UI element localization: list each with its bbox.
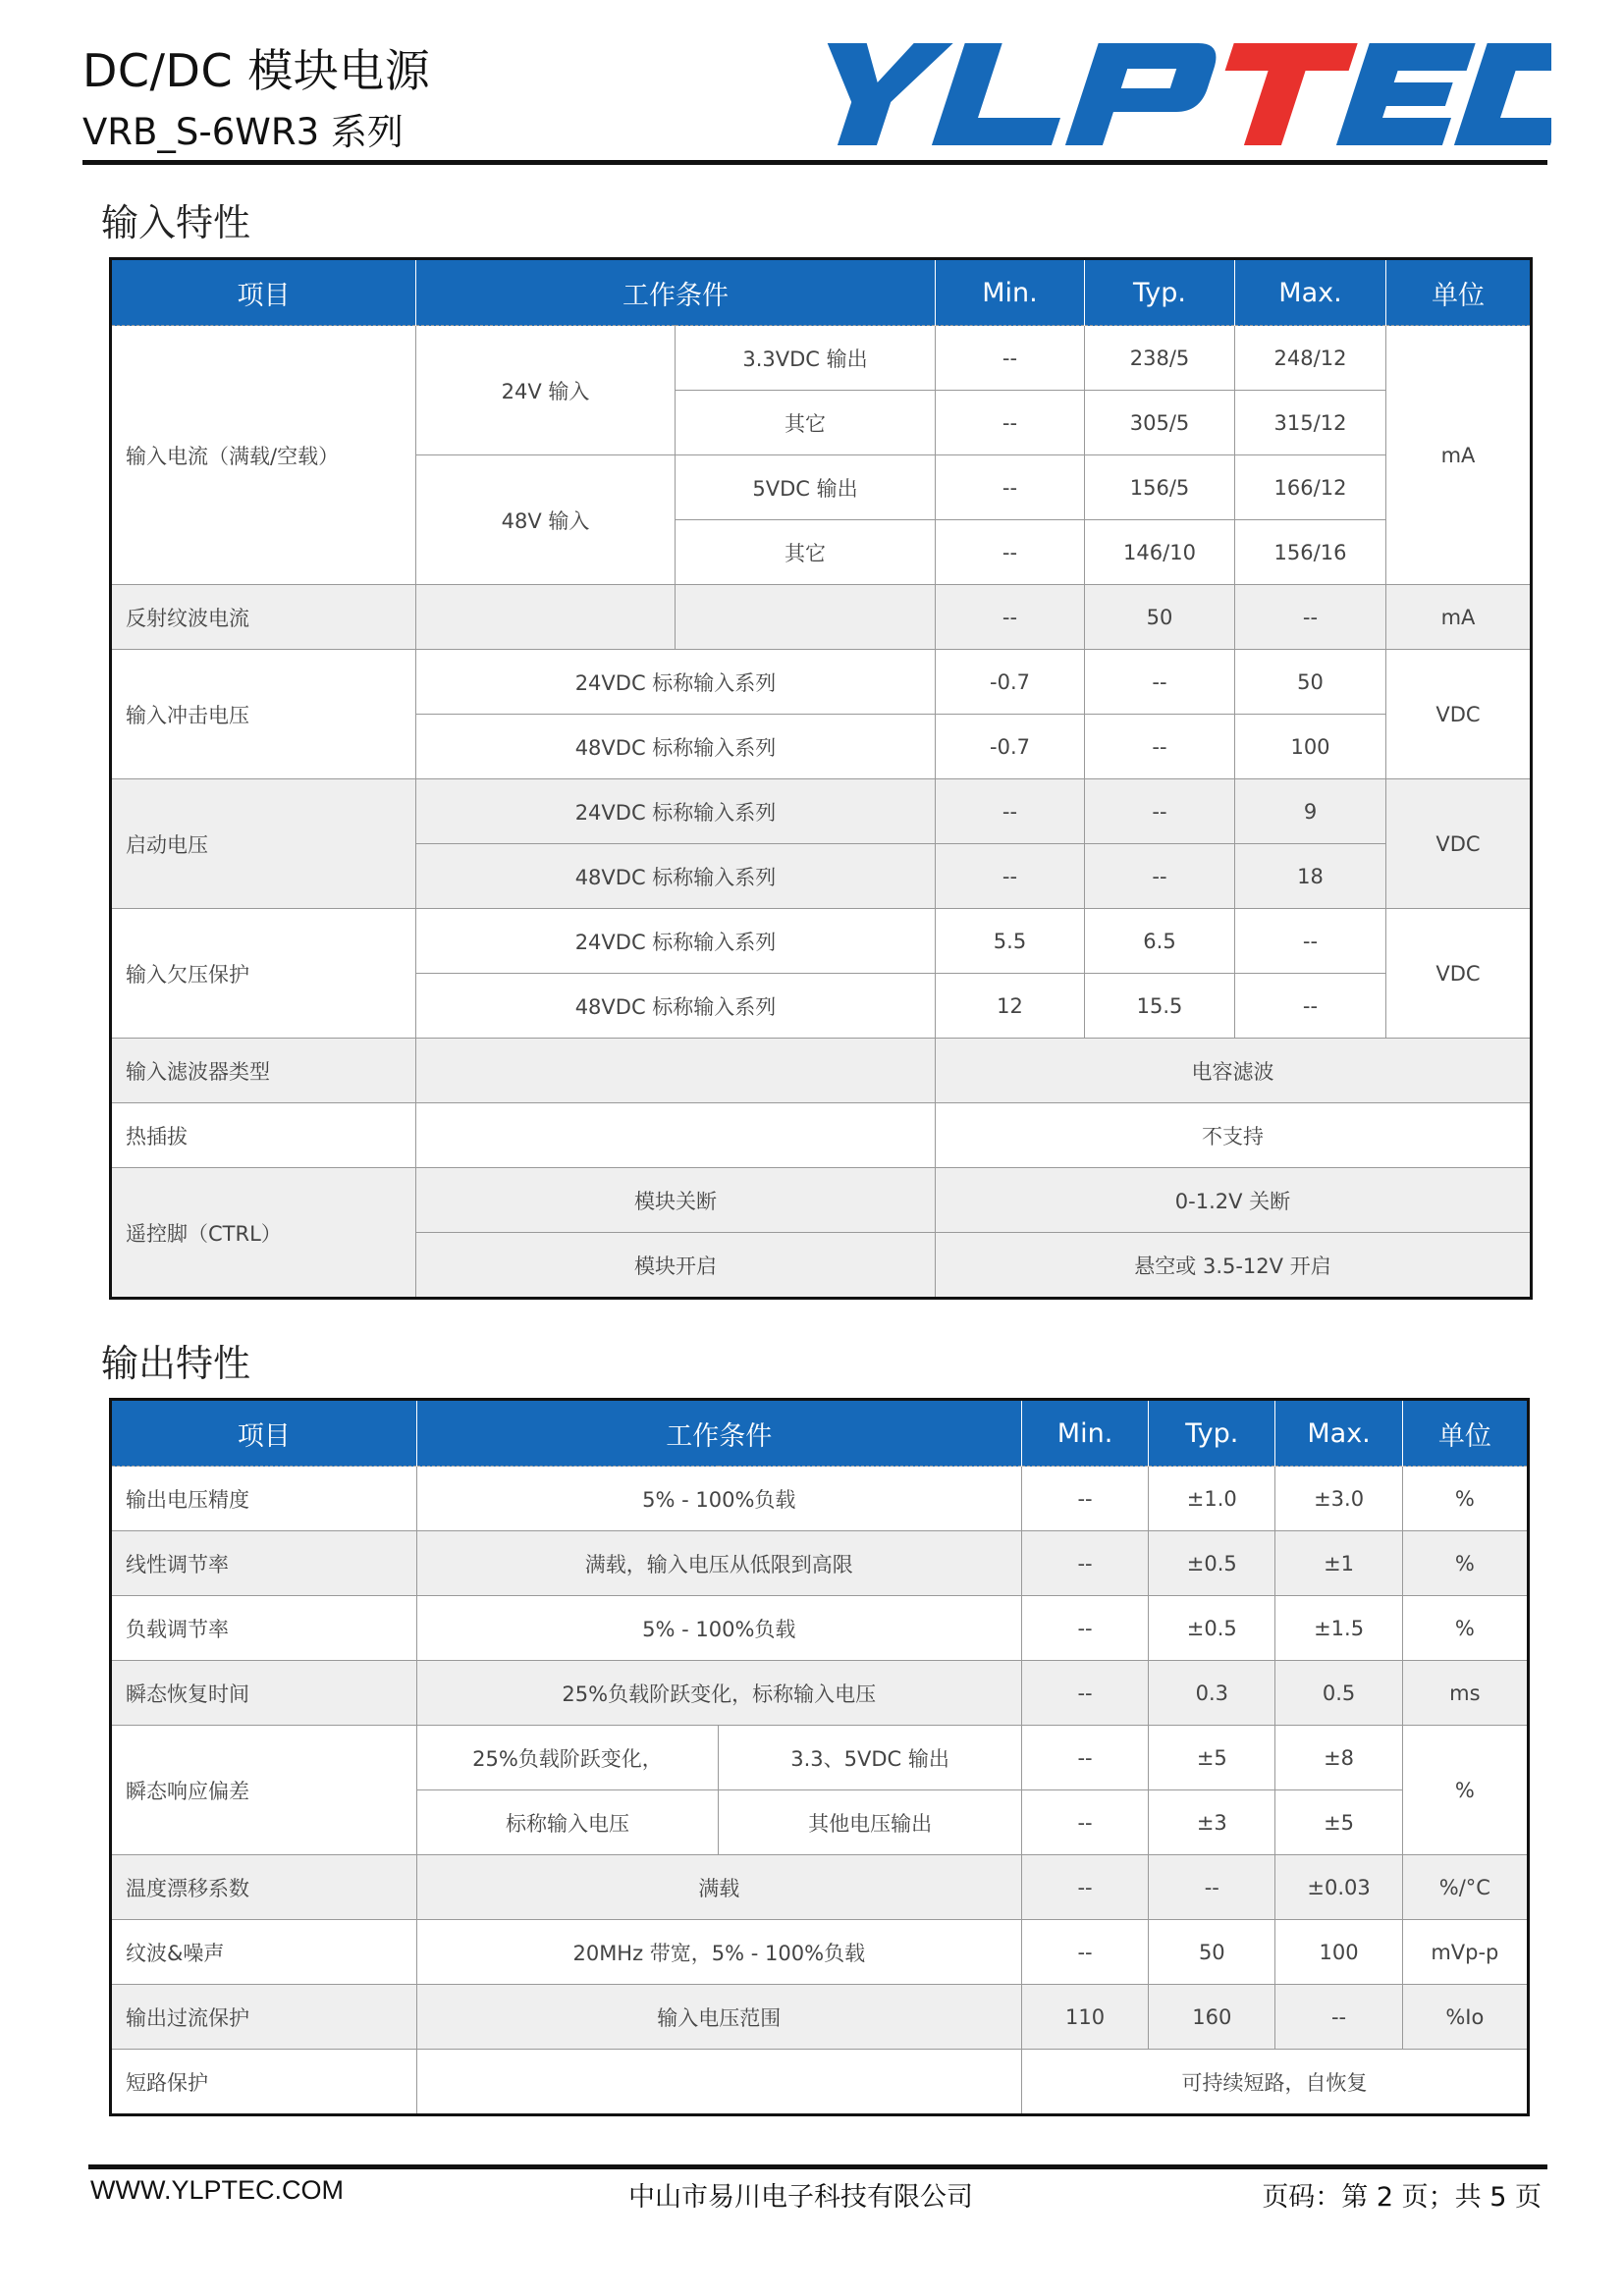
cell-cond [416,2050,1021,2115]
cell-unit: % [1402,1596,1528,1661]
item-surge-voltage: 输入冲击电压 [111,650,416,779]
cell-max: -- [1275,1985,1402,2050]
cell-cond: 其他电压输出 [719,1790,1022,1855]
table-row [111,326,1532,391]
cell-min: 12 [936,974,1085,1039]
cell-typ: 50 [1085,585,1235,650]
cell-cond: 5% - 100%负载 [416,1596,1021,1661]
cell-max: 156/16 [1235,520,1386,585]
item-transient-recovery: 瞬态恢复时间 [111,1661,417,1726]
cell-typ: ±0.5 [1149,1596,1275,1661]
cell-unit: mA [1386,585,1532,650]
cell-min: -- [1021,1467,1148,1531]
table-row [111,1103,1532,1168]
cell-value: 0-1.2V 关断 [936,1168,1532,1233]
cell-cond: 5% - 100%负载 [416,1467,1021,1531]
cell-cond: 满载，输入电压从低限到高限 [416,1531,1021,1596]
section-title-input: 输入特性 [101,201,251,244]
header-min: Min. [936,259,1085,326]
item-output-accuracy: 输出电压精度 [111,1467,417,1531]
cell-max: ±0.03 [1275,1855,1402,1920]
cell-typ: -- [1085,650,1235,715]
cell-typ: 305/5 [1085,391,1235,455]
cell-max: 9 [1235,779,1386,844]
doc-title: DC/DC 模块电源 [82,44,431,97]
group-48v: 48V 输入 [416,455,676,585]
cell-unit: ms [1402,1661,1528,1726]
section-title-output: 输出特性 [101,1342,251,1385]
table-row [111,909,1532,974]
cell-cond: 标称输入电压 [416,1790,719,1855]
cell-min: -- [1021,1726,1148,1790]
cell-unit: % [1402,1726,1528,1855]
header-item: 项目 [111,259,416,326]
header-rule [82,160,1547,165]
cell-min: -- [1021,1855,1148,1920]
cell-max: 100 [1235,715,1386,779]
cell-typ: 15.5 [1085,974,1235,1039]
item-undervoltage-protection: 输入欠压保护 [111,909,416,1039]
item-transient-response: 瞬态响应偏差 [111,1726,417,1855]
cell-max: ±1 [1275,1531,1402,1596]
header-condition: 工作条件 [416,259,936,326]
cell-min: -- [936,520,1085,585]
item-short-circuit: 短路保护 [111,2050,417,2115]
cell-cond: 48VDC 标称输入系列 [416,844,936,909]
cell-min: -- [936,455,1085,520]
cell-unit: mVp-p [1402,1920,1528,1985]
cell-min: -- [1021,1531,1148,1596]
cell-cond [416,1039,936,1103]
cell-cond: 模块关断 [416,1168,936,1233]
cell-min: -0.7 [936,715,1085,779]
footer-page-number: 页码：第 2 页；共 5 页 [1262,2182,1542,2213]
cell-cond: 模块开启 [416,1233,936,1299]
cell-typ: ±5 [1149,1726,1275,1790]
cell-cond: 满载 [416,1855,1021,1920]
item-load-regulation: 负载调节率 [111,1596,417,1661]
cell-typ: -- [1085,715,1235,779]
cell-min: 110 [1021,1985,1148,2050]
item-line-regulation: 线性调节率 [111,1531,417,1596]
table-row [111,1985,1529,2050]
doc-subtitle: VRB_S-6WR3 系列 [82,111,404,153]
header-min: Min. [1021,1400,1148,1467]
cell-cond [676,585,936,650]
header-unit: 单位 [1386,259,1532,326]
header-max: Max. [1235,259,1386,326]
item-hot-swap: 热插拔 [111,1103,416,1168]
cell-value: 不支持 [936,1103,1532,1168]
item-input-current: 输入电流（满载/空载） [111,326,416,585]
cell-typ: -- [1085,844,1235,909]
table-row [111,1596,1529,1661]
cell-unit: VDC [1386,650,1532,779]
table-row [111,779,1532,844]
cell-max: 50 [1235,650,1386,715]
cell-cond: 25%负载阶跃变化，标称输入电压 [416,1661,1021,1726]
cell-cond: 48VDC 标称输入系列 [416,715,936,779]
cell-min: -- [936,326,1085,391]
cell-cond: 输入电压范围 [416,1985,1021,2050]
cell-unit: %/°C [1402,1855,1528,1920]
cell-typ: 146/10 [1085,520,1235,585]
cell-min: -0.7 [936,650,1085,715]
cell-typ: ±1.0 [1149,1467,1275,1531]
table-row [111,1039,1532,1103]
table-row [111,1726,1529,1790]
cell-cond: 其它 [676,391,936,455]
cell-cond: 其它 [676,520,936,585]
table-row [111,1855,1529,1920]
cell-cond: 20MHz 带宽，5% - 100%负载 [416,1920,1021,1985]
cell-min: -- [936,585,1085,650]
cell-unit: VDC [1386,779,1532,909]
table-row [111,2050,1529,2115]
cell-cond: 3.3VDC 输出 [676,326,936,391]
header-item: 项目 [111,1400,417,1467]
item-reflected-ripple: 反射纹波电流 [111,585,416,650]
item-input-filter: 输入滤波器类型 [111,1039,416,1103]
header-unit: 单位 [1402,1400,1528,1467]
header-max: Max. [1275,1400,1402,1467]
input-spec-table [109,257,1533,1300]
cell-cond: 24VDC 标称输入系列 [416,650,936,715]
cell-cond: 24VDC 标称输入系列 [416,779,936,844]
cell-min: -- [1021,1790,1148,1855]
cell-value: 可持续短路，自恢复 [1021,2050,1528,2115]
cell-cond: 48VDC 标称输入系列 [416,974,936,1039]
cell-max: 18 [1235,844,1386,909]
item-temp-coefficient: 温度漂移系数 [111,1855,417,1920]
cell-typ: -- [1149,1855,1275,1920]
cell-max: -- [1235,585,1386,650]
cell-unit: % [1402,1467,1528,1531]
cell-typ: 160 [1149,1985,1275,2050]
table-row [111,1168,1532,1233]
output-spec-table [109,1398,1530,2116]
cell-typ: 6.5 [1085,909,1235,974]
header-typ: Typ. [1085,259,1235,326]
item-startup-voltage: 启动电压 [111,779,416,909]
cell-cond: 24VDC 标称输入系列 [416,909,936,974]
cell-min: -- [936,391,1085,455]
cell-typ: 156/5 [1085,455,1235,520]
cell-typ: -- [1085,779,1235,844]
footer-company: 中山市易川电子科技有限公司 [628,2182,973,2213]
cell-min: -- [936,844,1085,909]
cell-typ: 50 [1149,1920,1275,1985]
item-overcurrent-protection: 输出过流保护 [111,1985,417,2050]
cell-max: 0.5 [1275,1661,1402,1726]
table-row [111,1531,1529,1596]
header-condition: 工作条件 [416,1400,1021,1467]
cell-min: -- [1021,1920,1148,1985]
cell-typ: 238/5 [1085,326,1235,391]
cell-max: ±8 [1275,1726,1402,1790]
cell-cond [416,1103,936,1168]
cell-unit: %Io [1402,1985,1528,2050]
cell-cond [416,585,676,650]
cell-cond: 5VDC 输出 [676,455,936,520]
cell-min: 5.5 [936,909,1085,974]
cell-value: 悬空或 3.5-12V 开启 [936,1233,1532,1299]
cell-cond: 3.3、5VDC 输出 [719,1726,1022,1790]
footer-website: WWW.YLPTEC.COM [90,2175,344,2205]
cell-unit: VDC [1386,909,1532,1039]
cell-max: -- [1235,909,1386,974]
table-row [111,1467,1529,1531]
cell-min: -- [1021,1661,1148,1726]
table-row [111,1920,1529,1985]
cell-unit: % [1402,1531,1528,1596]
table-row [111,585,1532,650]
cell-min: -- [936,779,1085,844]
cell-max: -- [1235,974,1386,1039]
table-row [111,1661,1529,1726]
cell-max: ±3.0 [1275,1467,1402,1531]
cell-typ: ±0.5 [1149,1531,1275,1596]
table-row [111,650,1532,715]
cell-typ: 0.3 [1149,1661,1275,1726]
cell-max: 100 [1275,1920,1402,1985]
cell-max: 248/12 [1235,326,1386,391]
header-typ: Typ. [1149,1400,1275,1467]
cell-cond: 25%负载阶跃变化， [416,1726,719,1790]
cell-value: 电容滤波 [936,1039,1532,1103]
cell-max: ±5 [1275,1790,1402,1855]
item-remote-ctrl: 遥控脚（CTRL） [111,1168,416,1299]
cell-max: 315/12 [1235,391,1386,455]
table-header-row [111,1400,1529,1467]
cell-unit: mA [1386,326,1532,585]
cell-min: -- [1021,1596,1148,1661]
ylptec-logo [793,39,1551,149]
cell-max: 166/12 [1235,455,1386,520]
table-header-row [111,259,1532,326]
item-ripple-noise: 纹波&噪声 [111,1920,417,1985]
cell-typ: ±3 [1149,1790,1275,1855]
cell-max: ±1.5 [1275,1596,1402,1661]
group-24v: 24V 输入 [416,326,676,455]
footer-rule [88,2164,1547,2169]
